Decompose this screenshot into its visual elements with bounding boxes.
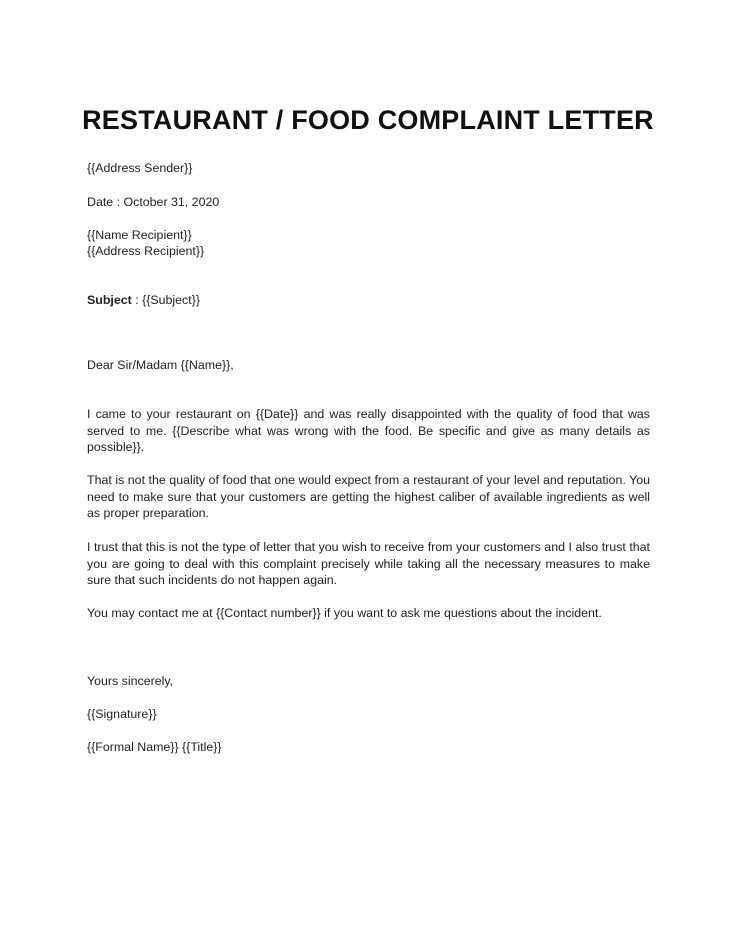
paragraph-3: I trust that this is not the type of letter that you wish to receive from your customers and I also trust that you are going to deal with this complaint precisely while taking all the necessary measures to make sure that such incidents do not happen again.	[87, 540, 650, 587]
name-recipient: {{Name Recipient}}	[87, 228, 192, 242]
subject-line	[87, 292, 200, 309]
subject-label: Subject	[87, 293, 132, 307]
salutation: Dear Sir/Madam {{Name}},	[87, 358, 234, 372]
page-title: RESTAURANT / FOOD COMPLAINT LETTER	[82, 105, 654, 135]
address-sender: {{Address Sender}}	[87, 161, 193, 175]
paragraph-1: I came to your restaurant on {{Date}} and was really disappointed with the quality of food that was served to me. {{Describe what was wrong with the food. Be specific and give as many details as possible}}.	[87, 407, 650, 454]
date-line: Date : October 31, 2020	[87, 195, 220, 209]
address-recipient: {{Address Recipient}}	[87, 244, 205, 258]
formal-name-title: {{Formal Name}} {{Title}}	[87, 740, 222, 754]
paragraph-4: You may contact me at {{Contact number}} if you want to ask me questions about the incident.	[87, 606, 602, 620]
signature: {{Signature}}	[87, 707, 157, 721]
subject-value: : {{Subject}}	[131, 293, 200, 307]
paragraph-2: That is not the quality of food that one would expect from a restaurant of your level and reputation. You need to make sure that your customers are getting the highest caliber of available ingredients as well as proper preparation.	[87, 473, 650, 520]
closing: Yours sincerely,	[87, 674, 174, 688]
